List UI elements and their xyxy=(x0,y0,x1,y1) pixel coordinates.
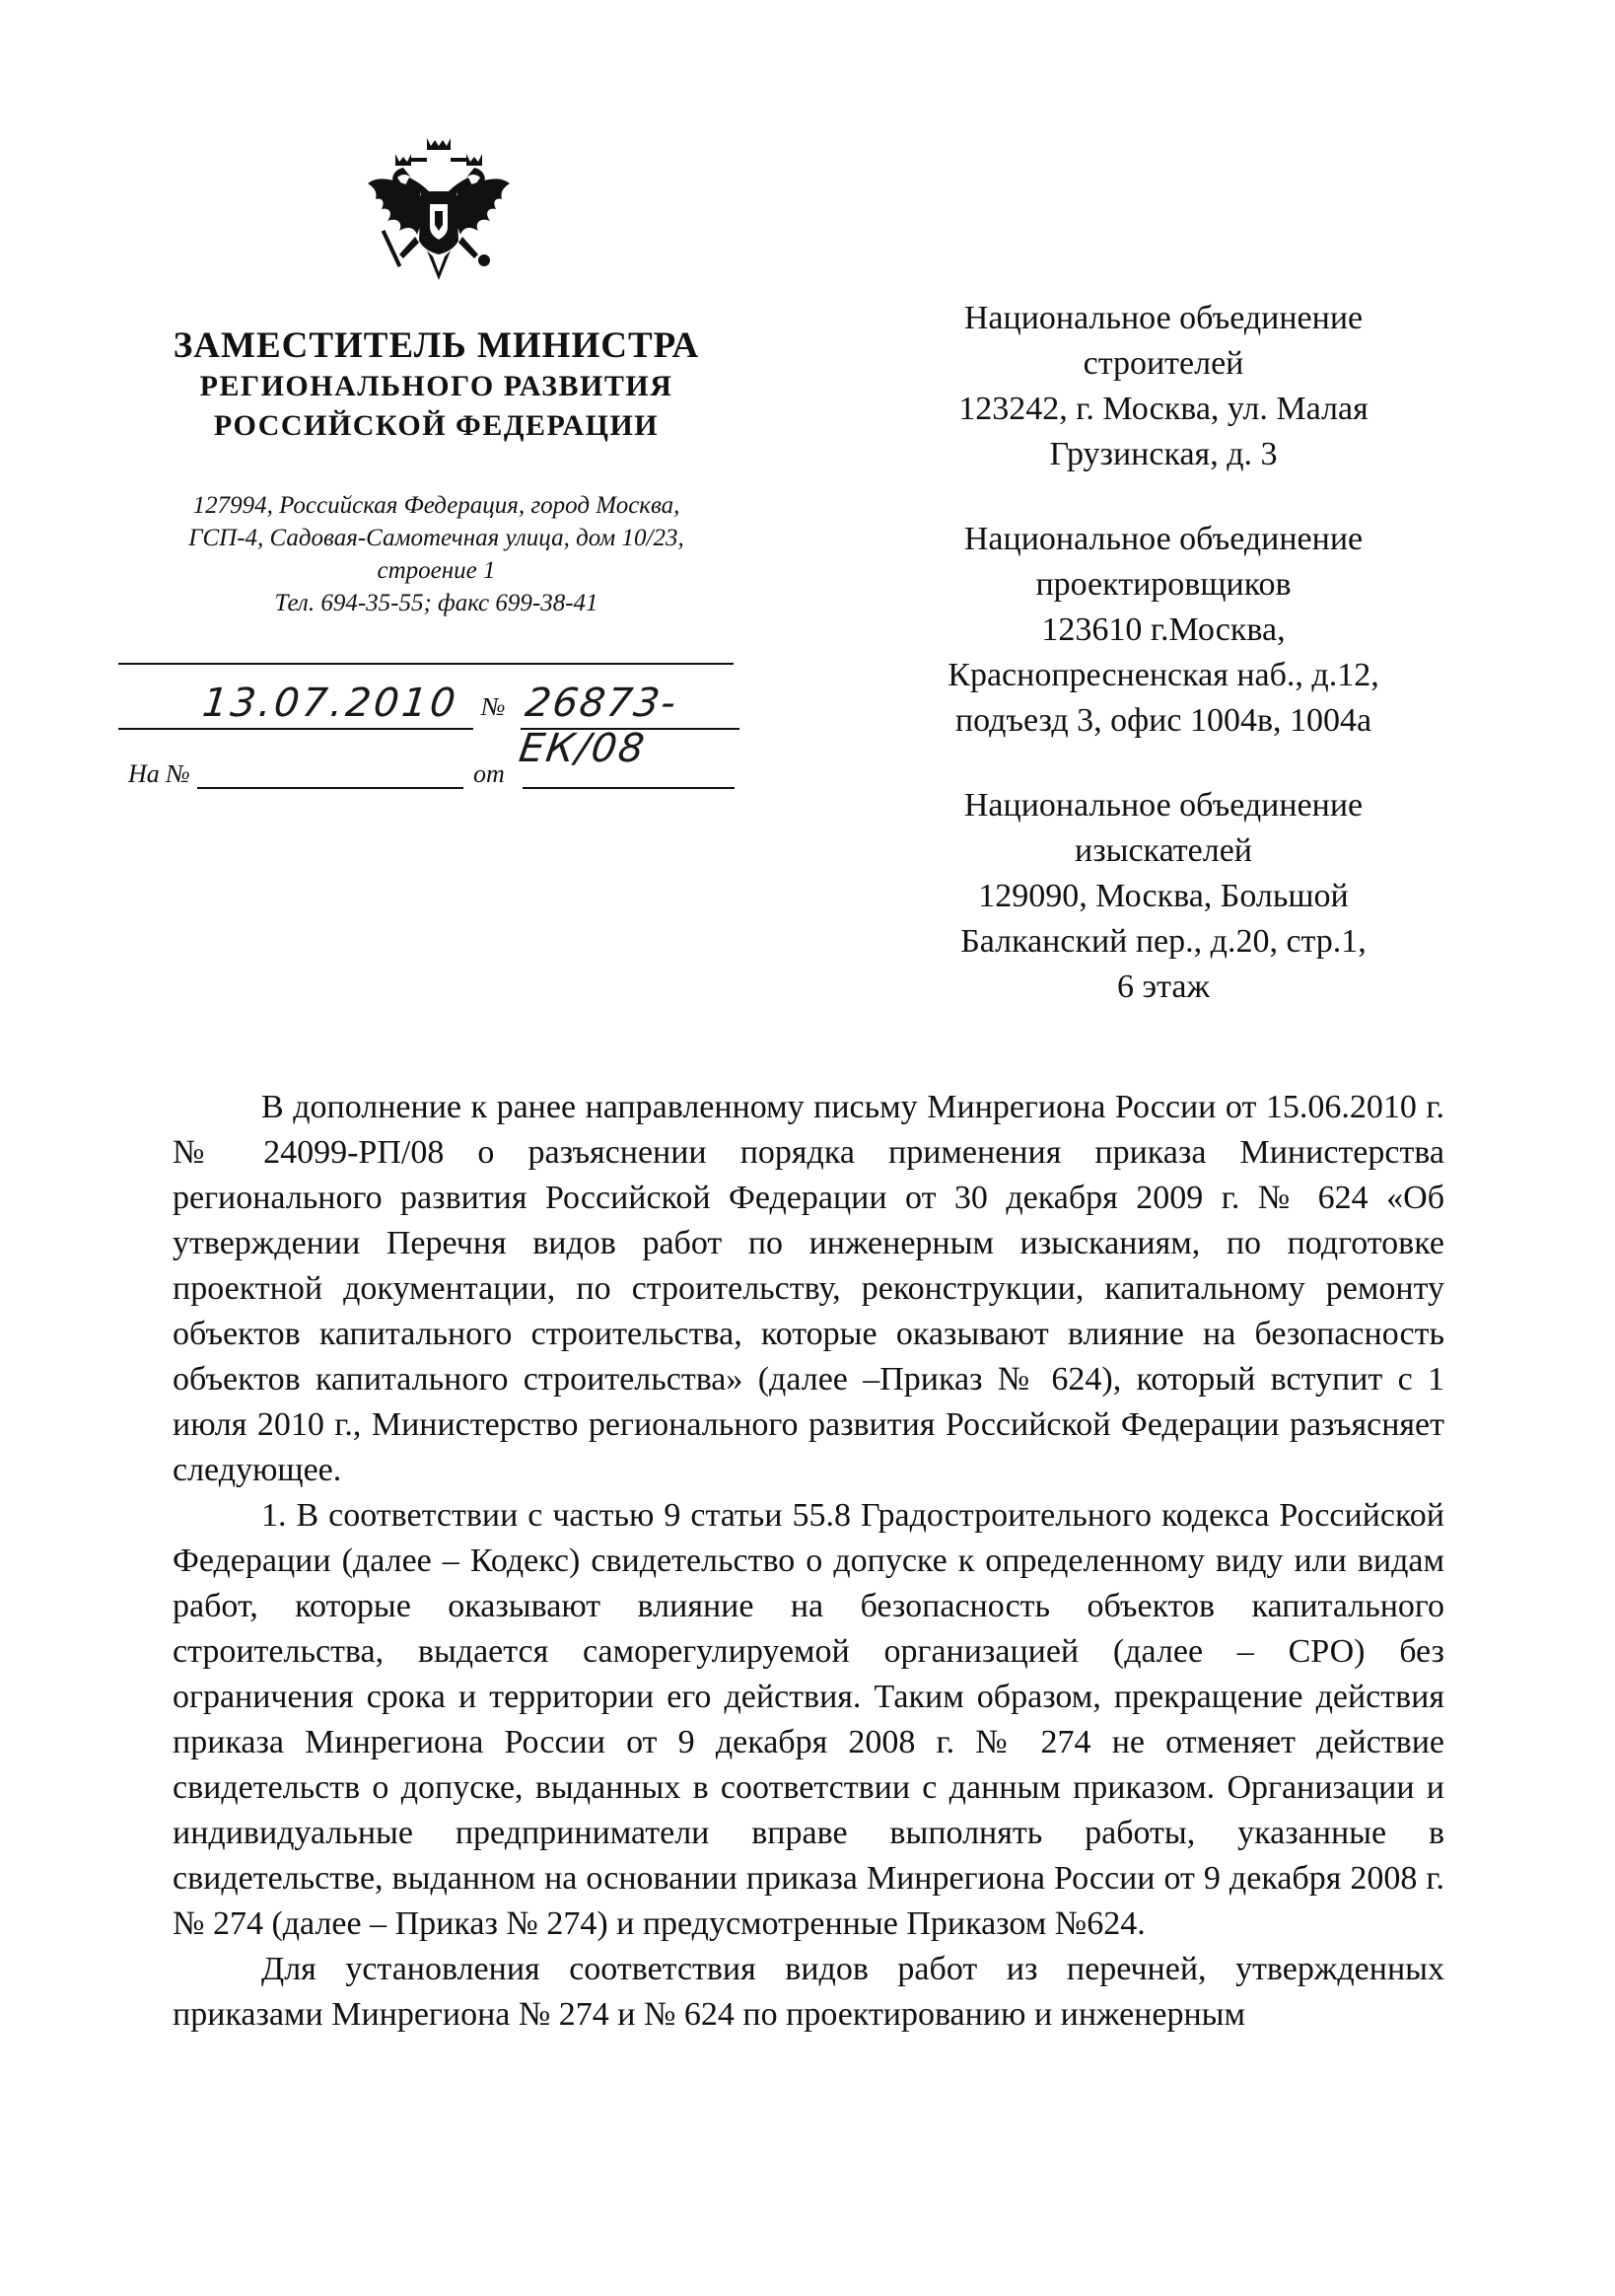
registration-number: 26873-ЕК/08 xyxy=(516,681,681,771)
body-paragraph: В дополнение к ранее направленному письму Минрегиона России от 15.06.2010 г. № 24099-РП/08 о разъяснении порядка применения приказа Министерства регионального развития Российской Федерации от 30 декабря 2009 г. № 624 «Об утверждении Перечня видов работ по инженерным изысканиям, по подготовке проектной документации, по строительству, реконструкции, капитальному ремонту объектов капитального строительства, которые оказывают влияние на безопасность объектов капитального строительства» (далее –Приказ № 624), который вступит с 1 июля 2010 г., Министерство регионального развития Российской Федерации разъясняет следующее. xyxy=(173,1089,1444,1488)
sender-subtitle-2: РОССИЙСКОЙ ФЕДЕРАЦИИ xyxy=(213,409,660,442)
recipient-line: Национальное объединение xyxy=(963,300,1364,336)
body-paragraph: 1. В соответствии с частью 9 статьи 55.8 Градостроительного кодекса Российской Федерации (далее – Кодекс) свидетельство о допуске к определенному виду или видам работ, которые оказывают влияние на безопасность объектов капитального строительства, выдается саморегулируемой организацией (далее – СРО) без ограничения срока и территории его действия. Таким образом, прекращение действия приказа Минрегиона России от 9 декабря 2008 г. № 274 не отменяет действие свидетельств о допуске, выданных в соответствии с данным приказом. Организации и индивидуальные предприниматели вправе выполнять работы, указанные в свидетельстве, выданном на основании приказа Минрегиона России от 9 декабря 2008 г. № 274 (далее – Приказ № 274) и предусмотренные Приказом №624. xyxy=(173,1497,1444,1942)
ref-date-blank xyxy=(523,787,735,789)
recipient-line: 123242, г. Москва, ул. Малая xyxy=(958,391,1369,427)
recipient-line: Национальное объединение xyxy=(963,787,1364,824)
recipient-line: изыскателей xyxy=(1075,832,1252,869)
sender-phone: Тел. 694-35-55; факс 699-38-41 xyxy=(274,590,598,616)
sender-address-line: ГСП-4, Садовая-Самотечная улица, дом 10/23, xyxy=(188,525,684,551)
recipient-line: подъезд 3, офис 1004в, 1004а xyxy=(954,702,1372,739)
sender-address-line: строение 1 xyxy=(377,557,496,584)
number-label: № xyxy=(481,692,506,721)
recipient-surveyors xyxy=(887,783,1439,1010)
body-paragraph: Для установления соответствия видов работ из перечней, утвержденных приказами Минрегиона № 274 и № 624 по проектированию и инженерным xyxy=(173,1951,1444,2033)
sender-subtitle-1: РЕГИОНАЛЬНОГО РАЗВИТИЯ xyxy=(199,370,673,402)
sender-address xyxy=(118,489,754,619)
letter-body xyxy=(173,1085,1444,2038)
sender-block xyxy=(118,325,754,619)
number-underline xyxy=(521,728,739,730)
sender-address-line: 127994, Российская Федерация, город Москва, xyxy=(192,492,680,519)
date-underline xyxy=(118,728,473,730)
recipient-line: 6 этаж xyxy=(1117,969,1210,1005)
recipient-builders xyxy=(887,296,1439,477)
ref-number-blank xyxy=(197,787,463,789)
sender-title: ЗАМЕСТИТЕЛЬ МИНИСТРА xyxy=(173,325,700,366)
recipient-designers xyxy=(887,517,1439,744)
ref-number-label: На № xyxy=(128,759,190,788)
recipient-line: Национальное объединение xyxy=(963,521,1364,557)
recipients-block xyxy=(887,296,1439,1010)
recipient-line: 129090, Москва, Большой xyxy=(978,878,1349,914)
recipient-line: Краснопресненская наб., д.12, xyxy=(948,657,1379,693)
recipient-line: строителей xyxy=(1083,345,1244,382)
russian-double-headed-eagle-emblem-icon xyxy=(360,134,518,292)
recipient-line: 123610 г.Москва, xyxy=(1041,611,1286,648)
registration-date: 13.07.2010 xyxy=(200,681,460,726)
registration-row xyxy=(118,681,789,771)
recipient-line: Грузинская, д. 3 xyxy=(1049,436,1278,472)
recipient-line: проектировщиков xyxy=(1035,566,1292,603)
reference-row xyxy=(118,759,769,799)
recipient-line: Балканский пер., д.20, стр.1, xyxy=(960,923,1367,960)
separator-line xyxy=(118,663,734,665)
ref-from-label: от xyxy=(473,759,505,788)
